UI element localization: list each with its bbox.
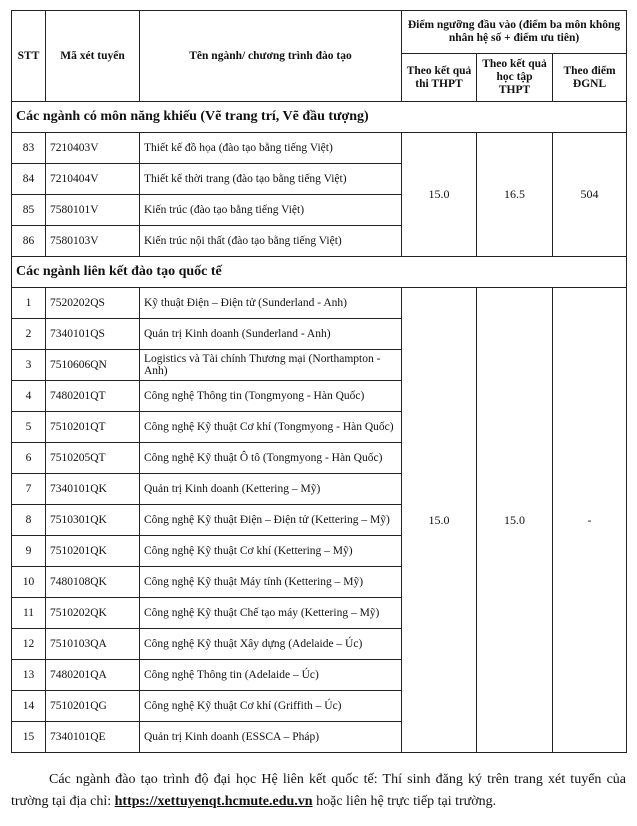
row-stt: 85: [12, 195, 46, 226]
row-code: 7510201QT: [46, 412, 140, 443]
note-paragraph: [11, 769, 626, 813]
row-program-name: Công nghệ Thông tin (Adelaide – Úc): [140, 660, 402, 691]
row-program-name: Công nghệ Kỹ thuật Máy tính (Kettering – Mỹ): [140, 567, 402, 598]
row-program-name: Công nghệ Kỹ thuật Cơ khí (Tongmyong - Hàn Quốc): [140, 412, 402, 443]
row-code: 7340101QE: [46, 722, 140, 753]
score-dgnl: -: [553, 288, 627, 753]
score-transcript: 15.0: [477, 288, 553, 753]
row-stt: 7: [12, 474, 46, 505]
section-art-programs: [12, 102, 627, 257]
row-code: 7580101V: [46, 195, 140, 226]
row-program-name: Công nghệ Kỹ thuật Chế tạo máy (Kettering – Mỹ): [140, 598, 402, 629]
row-program-name: Quản trị Kinh doanh (Kettering – Mỹ): [140, 474, 402, 505]
row-program-name: Kiến trúc (đào tạo bằng tiếng Việt): [140, 195, 402, 226]
row-stt: 4: [12, 381, 46, 412]
row-code: 7510301QK: [46, 505, 140, 536]
row-stt: 5: [12, 412, 46, 443]
row-program-name: Thiết kế đồ họa (đào tạo bằng tiếng Việt): [140, 133, 402, 164]
row-program-name: Quản trị Kinh doanh (ESSCA – Pháp): [140, 722, 402, 753]
row-code: 7210403V: [46, 133, 140, 164]
row-stt: 15: [12, 722, 46, 753]
row-program-name: Công nghệ Kỹ thuật Điện – Điện tử (Kettering – Mỹ): [140, 505, 402, 536]
row-code: 7480108QK: [46, 567, 140, 598]
note-text-end: hoặc liên hệ trực tiếp tại trường.: [312, 794, 497, 809]
header-dgnl: Theo điểm ĐGNL: [553, 54, 627, 102]
row-program-name: Logistics và Tài chính Thương mại (Northampton - Anh): [140, 350, 402, 381]
row-stt: 10: [12, 567, 46, 598]
note-text: Các ngành đào tạo trình độ đại học Hệ liên kết quốc tế: Thí sinh đăng ký trên trang xét tuyển của trường tại địa chỉ:: [11, 772, 626, 809]
header-transcript: Theo kết quả học tập THPT: [477, 54, 553, 102]
row-code: 7520202QS: [46, 288, 140, 319]
row-code: 7340101QS: [46, 319, 140, 350]
score-thpt-exam: 15.0: [402, 288, 477, 753]
header-program: Tên ngành/ chương trình đào tạo: [140, 11, 402, 102]
row-stt: 13: [12, 660, 46, 691]
row-program-name: Quản trị Kinh doanh (Sunderland - Anh): [140, 319, 402, 350]
row-stt: 86: [12, 226, 46, 257]
section-title: Các ngành có môn năng khiếu (Vẽ trang trí, Vẽ đầu tượng): [12, 102, 627, 133]
row-stt: 6: [12, 443, 46, 474]
table-row: [12, 133, 627, 164]
row-program-name: Công nghệ Kỹ thuật Cơ khí (Kettering – Mỹ): [140, 536, 402, 567]
row-program-name: Kiến trúc nội thất (đào tạo bằng tiếng Việt): [140, 226, 402, 257]
row-program-name: Thiết kế thời trang (đào tạo bằng tiếng Việt): [140, 164, 402, 195]
section-title: Các ngành liên kết đào tạo quốc tế: [12, 257, 627, 288]
row-stt: 11: [12, 598, 46, 629]
header-code: Mã xét tuyển: [46, 11, 140, 102]
row-program-name: Kỹ thuật Điện – Điện tử (Sunderland - Anh): [140, 288, 402, 319]
row-code: 7210404V: [46, 164, 140, 195]
row-stt: 8: [12, 505, 46, 536]
registration-link[interactable]: https://xettuyenqt.hcmute.edu.vn: [114, 794, 313, 809]
row-code: 7480201QA: [46, 660, 140, 691]
row-stt: 12: [12, 629, 46, 660]
score-thpt-exam: 15.0: [402, 133, 477, 257]
row-stt: 2: [12, 319, 46, 350]
header-threshold: Điểm ngưỡng đầu vào (điểm ba môn không nhân hệ số + điểm ưu tiên): [402, 11, 627, 54]
header-stt: STT: [12, 11, 46, 102]
row-code: 7510103QA: [46, 629, 140, 660]
row-code: 7580103V: [46, 226, 140, 257]
row-code: 7510606QN: [46, 350, 140, 381]
table-row: [12, 288, 627, 319]
score-dgnl: 504: [553, 133, 627, 257]
row-stt: 1: [12, 288, 46, 319]
row-code: 7510202QK: [46, 598, 140, 629]
row-code: 7510205QT: [46, 443, 140, 474]
row-stt: 83: [12, 133, 46, 164]
row-program-name: Công nghệ Kỹ thuật Cơ khí (Griffith – Úc): [140, 691, 402, 722]
row-program-name: Công nghệ Kỹ thuật Xây dựng (Adelaide – Úc): [140, 629, 402, 660]
row-code: 7480201QT: [46, 381, 140, 412]
row-stt: 14: [12, 691, 46, 722]
header-thpt-exam: Theo kết quả thi THPT: [402, 54, 477, 102]
row-program-name: Công nghệ Kỹ thuật Ô tô (Tongmyong - Hàn Quốc): [140, 443, 402, 474]
row-stt: 84: [12, 164, 46, 195]
score-transcript: 16.5: [477, 133, 553, 257]
row-code: 7340101QK: [46, 474, 140, 505]
row-code: 7510201QG: [46, 691, 140, 722]
row-stt: 3: [12, 350, 46, 381]
row-stt: 9: [12, 536, 46, 567]
row-program-name: Công nghệ Thông tin (Tongmyong - Hàn Quốc): [140, 381, 402, 412]
admission-threshold-table: [11, 10, 627, 753]
row-code: 7510201QK: [46, 536, 140, 567]
section-international-programs: [12, 257, 627, 753]
